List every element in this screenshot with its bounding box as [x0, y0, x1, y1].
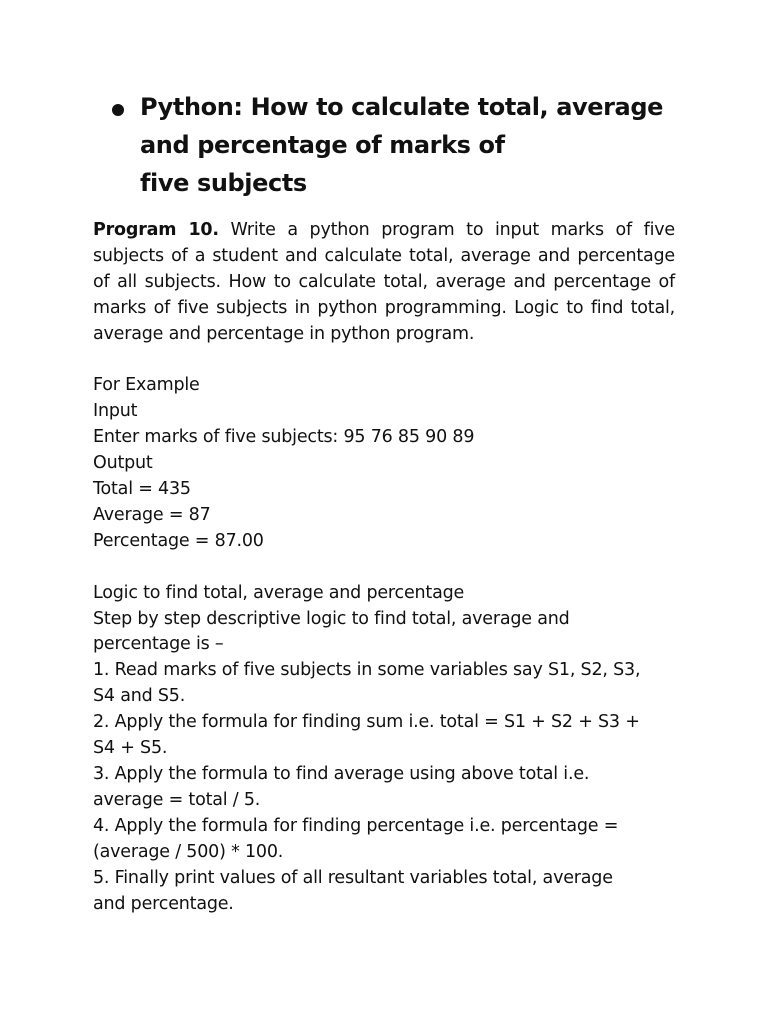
logic-line: (average / 500) * 100.	[93, 841, 284, 862]
example-section	[93, 373, 675, 554]
example-title: For Example	[93, 375, 200, 396]
program-label: Program 10.	[93, 220, 219, 240]
logic-line: and percentage.	[93, 893, 234, 914]
output-average: Average = 87	[93, 504, 211, 525]
output-label: Output	[93, 453, 153, 474]
logic-line: average = total / 5.	[93, 789, 261, 810]
logic-title: Logic to find total, average and percentage	[93, 582, 465, 603]
logic-line: 3. Apply the formula to find average using above total i.e.	[93, 764, 590, 784]
logic-line: 5. Finally print values of all resultant variables total, average	[93, 867, 613, 888]
heading-text	[140, 88, 663, 202]
logic-line: 4. Apply the formula for finding percentage i.e. percentage =	[93, 815, 619, 836]
output-percentage: Percentage = 87.00	[93, 530, 264, 551]
program-description	[93, 218, 675, 348]
heading-line: Python: How to calculate total, average	[140, 93, 664, 121]
input-label: Input	[93, 401, 138, 422]
heading-line: five subjects	[140, 169, 307, 197]
logic-line: Step by step descriptive logic to find total, average and	[93, 608, 570, 629]
heading-line: and percentage of marks of	[140, 131, 505, 159]
logic-line: 1. Read marks of five subjects in some variables say S1, S2, S3,	[93, 660, 641, 681]
logic-line: 2. Apply the formula for finding sum i.e. total = S1 + S2 + S3 +	[93, 712, 640, 733]
program-text: Write a python program to input marks of five subjects of a student and calculate total, average and percentage of all subjects. How to calculate total, average and percentage of marks of five subjects in python programming. Logic to find total, average and percentage in python program.	[93, 220, 675, 344]
input-line: Enter marks of five subjects: 95 76 85 90 89	[93, 427, 475, 448]
bullet-icon	[112, 104, 124, 116]
logic-section	[93, 581, 675, 918]
logic-line: S4 + S5.	[93, 738, 168, 759]
output-total: Total = 435	[93, 479, 191, 500]
logic-line: S4 and S5.	[93, 686, 186, 707]
document-body	[93, 218, 675, 917]
logic-line: percentage is –	[93, 634, 224, 655]
section-heading	[112, 88, 692, 202]
